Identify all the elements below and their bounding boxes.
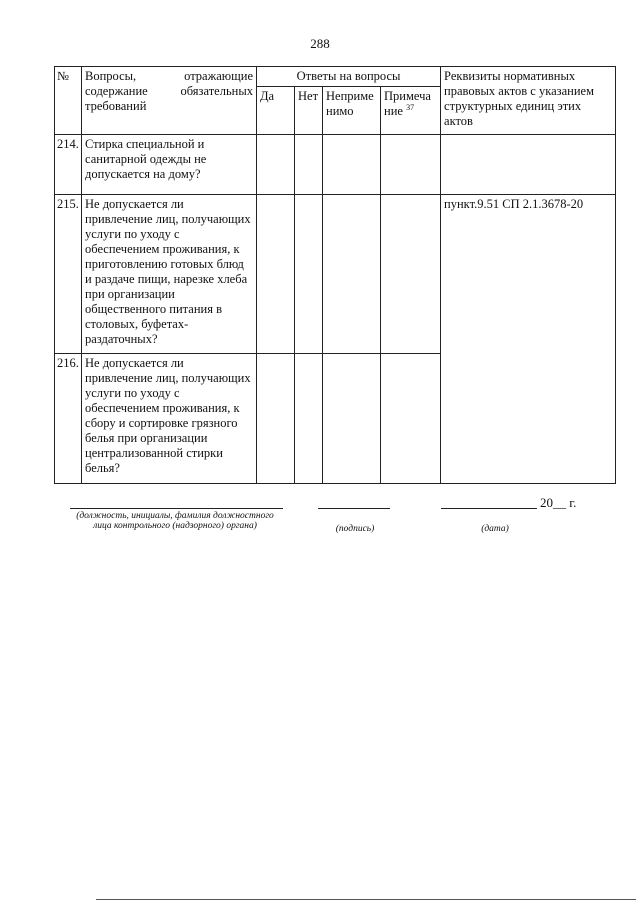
answer-yes-cell[interactable]: [257, 195, 295, 354]
header-yes: Да: [257, 87, 295, 135]
header-na-line-1: Неприме: [326, 89, 374, 103]
header-questions-line-3: требований: [85, 99, 147, 113]
header-note: [381, 87, 441, 135]
position-caption-line-1: (должность, инициалы, фамилия должностного: [76, 511, 274, 521]
answer-na-cell[interactable]: [323, 354, 381, 484]
page-number: 288: [310, 36, 330, 51]
header-no: Нет: [295, 87, 323, 135]
answer-no-cell[interactable]: [295, 354, 323, 484]
row-question: Не допускается ли привлечение лиц, получающих услуги по уходу с обеспечением проживания, к сбору и сортировке грязного белья при организации централизованной стирки белья?: [82, 354, 257, 484]
date-caption: (дата): [481, 524, 509, 534]
answer-no-cell[interactable]: [295, 195, 323, 354]
row-number: 216.: [55, 354, 82, 484]
row-reference: [441, 135, 616, 195]
signature-caption: (подпись): [335, 524, 375, 534]
header-note-line-2: ние: [384, 104, 403, 118]
year-suffix: 20__ г.: [540, 495, 577, 510]
date-line: [441, 508, 537, 509]
header-not-applicable: [323, 87, 381, 135]
row-question: Не допускается ли привлечение лиц, получающих услуги по уходу с обеспечением проживания, к приготовлению готовых блюд и раздаче пищи, нарезке хлеба при организации общественного питания в столовых, буфетах-раздаточных?: [82, 195, 257, 354]
row-reference: пункт.9.51 СП 2.1.3678-20: [441, 195, 616, 484]
answer-na-cell[interactable]: [323, 195, 381, 354]
checklist-table: [54, 66, 616, 484]
position-caption-line-2: лица контрольного (надзорного) органа): [93, 521, 257, 531]
row-number: 214.: [55, 135, 82, 195]
header-questions-word-2: отражающие: [184, 69, 253, 83]
header-requisites: Реквизиты нормативных правовых актов с указанием структурных единиц этих актов: [441, 67, 616, 135]
header-number: №: [55, 67, 82, 135]
header-answers: Ответы на вопросы: [257, 67, 441, 87]
row-number: 215.: [55, 195, 82, 354]
answer-yes-cell[interactable]: [257, 135, 295, 195]
position-line: [70, 508, 283, 509]
header-note-line-1: Примеча: [384, 89, 431, 103]
header-row-1: [55, 67, 616, 87]
row-question: Стирка специальной и санитарной одежды не допускается на дому?: [82, 135, 257, 195]
table-row: [55, 135, 616, 195]
answer-note-cell[interactable]: [381, 354, 441, 484]
answer-no-cell[interactable]: [295, 135, 323, 195]
table-row: [55, 195, 616, 354]
header-na-line-2: нимо: [326, 104, 354, 118]
header-questions-word-1: Вопросы,: [85, 69, 137, 83]
answer-yes-cell[interactable]: [257, 354, 295, 484]
header-note-footnote: 37: [406, 102, 415, 112]
answer-note-cell[interactable]: [381, 135, 441, 195]
header-questions-word-4: обязательных: [180, 84, 253, 98]
position-caption: [50, 511, 300, 531]
page-bottom-rule: [96, 899, 636, 900]
answer-na-cell[interactable]: [323, 135, 381, 195]
header-questions: [82, 67, 257, 135]
answer-note-cell[interactable]: [381, 195, 441, 354]
signature-line: [318, 508, 390, 509]
header-questions-word-3: содержание: [85, 84, 148, 98]
